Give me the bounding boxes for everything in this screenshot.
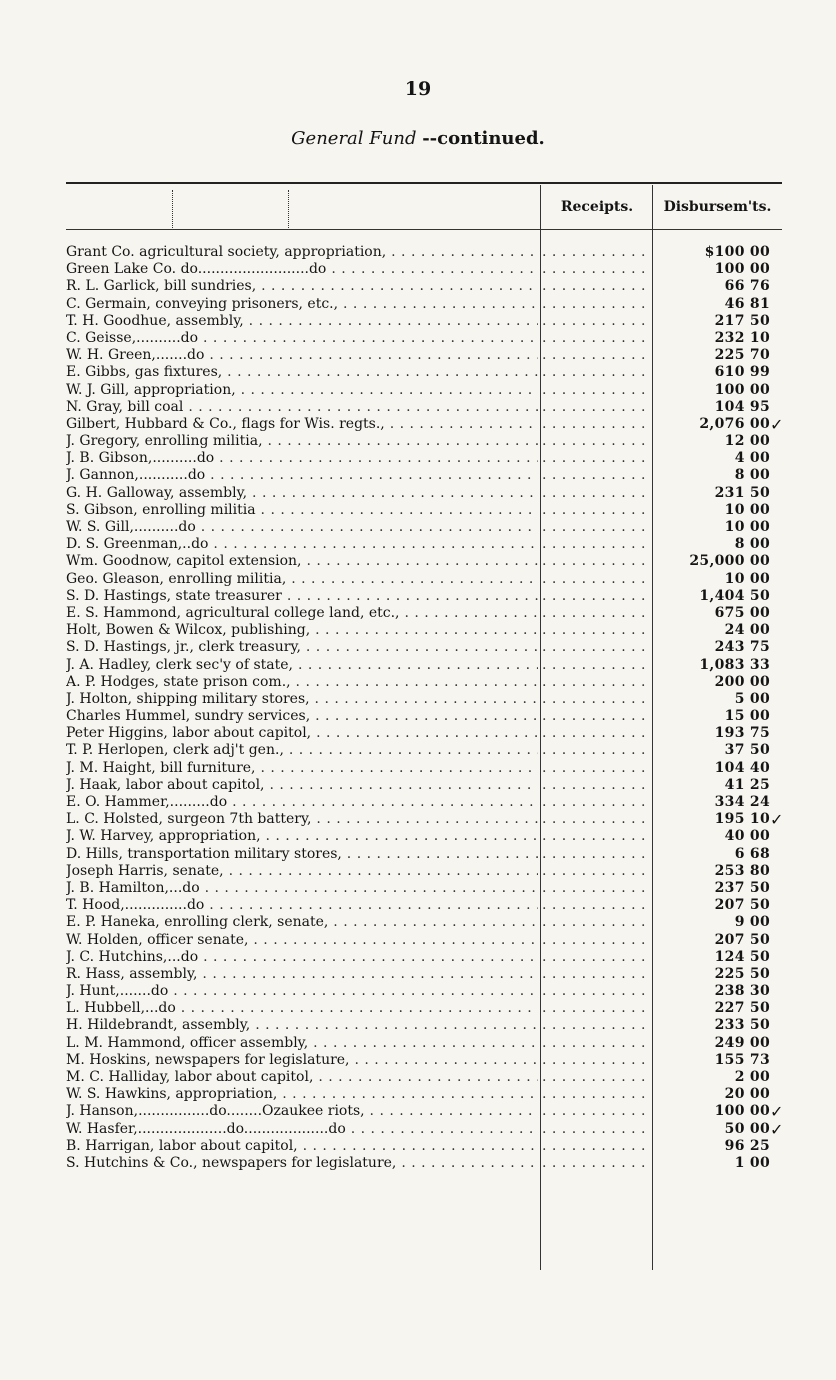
receipts-cell: [542, 828, 652, 845]
receipts-cell: [542, 399, 652, 416]
ledger-row: [66, 588, 782, 605]
ledger-row: [66, 433, 782, 450]
entry-description: D. S. Greenman,..do . . .: [66, 536, 538, 553]
ledger-row: [66, 364, 782, 381]
entry-description: W. J. Gill, appropriation, . . .: [66, 382, 538, 399]
check-mark-icon: ✓: [770, 810, 784, 830]
entry-description: W. S. Gill,..........do . . .: [66, 519, 538, 536]
receipts-cell: [542, 1155, 652, 1172]
receipts-cell: [542, 244, 652, 261]
ledger-row: [66, 485, 782, 502]
disbursement-amount: 155 73: [714, 1051, 770, 1068]
heading-fund-name: General Fund: [291, 128, 417, 149]
receipts-cell: [542, 708, 652, 725]
disbursement-amount: 10 00: [724, 501, 770, 518]
ledger-row: [66, 828, 782, 845]
receipts-cell: [542, 742, 652, 759]
disbursement-amount: 334 24: [714, 794, 770, 810]
entry-description: T. Hood,..............do . . .: [66, 897, 538, 914]
check-mark-icon: ✓: [770, 1102, 784, 1122]
disbursement-amount: 46 81: [724, 295, 770, 312]
disbursement-amount: 225 50: [714, 965, 770, 982]
receipts-cell: [542, 725, 652, 742]
receipts-cell: [542, 261, 652, 278]
disbursement-amount: 100 00: [714, 381, 770, 398]
disbursement-amount: 96 25: [724, 1137, 770, 1154]
ledger-row: [66, 674, 782, 691]
disbursement-amount: 10 00: [724, 570, 770, 587]
disbursement-amount: 12 00: [724, 433, 770, 450]
receipts-cell: [542, 553, 652, 570]
ledger-row: [66, 553, 782, 570]
receipts-column-header: Receipts.: [560, 199, 634, 215]
page-number: 19: [404, 78, 432, 100]
ledger-row: [66, 1017, 782, 1034]
disbursement-amount: 124 50: [714, 948, 770, 965]
ledger-row: [66, 914, 782, 931]
disbursement-amount: 50 00: [724, 1120, 770, 1137]
ledger-row: [66, 296, 782, 313]
check-mark-icon: ✓: [770, 1119, 784, 1139]
ledger-row: [66, 1086, 782, 1103]
ledger-row: [66, 519, 782, 536]
entry-description: Geo. Gleason, enrolling militia, . . .: [66, 571, 538, 588]
disbursement-amount: 193 75: [714, 725, 770, 742]
receipts-cell: [542, 1000, 652, 1017]
receipts-cell: [542, 691, 652, 708]
ledger-row: [66, 966, 782, 983]
receipts-cell: [542, 382, 652, 399]
header-stub-divider: [172, 190, 173, 230]
entry-description: E. P. Haneka, enrolling clerk, senate, . . .: [66, 914, 538, 931]
entry-description: W. H. Green,.......do . . .: [66, 347, 538, 364]
entry-description: L. M. Hammond, officer assembly, . . .: [66, 1035, 538, 1052]
receipts-cell: [542, 674, 652, 691]
disbursement-amount: 24 00: [724, 622, 770, 639]
disbursement-amount: 20 00: [724, 1086, 770, 1103]
entry-description: Charles Hummel, sundry services, . . .: [66, 708, 538, 725]
disbursement-amount: 1,404 50: [699, 587, 770, 604]
ledger-row: [66, 1052, 782, 1069]
receipts-cell: [542, 485, 652, 502]
ledger-row: [66, 347, 782, 364]
receipts-cell: [542, 278, 652, 295]
disbursement-amount: 104 95: [714, 398, 770, 415]
disbursement-amount: 195 10: [714, 811, 770, 828]
receipts-cell: [542, 588, 652, 605]
entry-description: L. C. Holsted, surgeon 7th battery, . . .: [66, 811, 538, 828]
ledger-row: [66, 622, 782, 639]
receipts-cell: [542, 450, 652, 467]
receipts-cell: [542, 811, 652, 828]
ledger-row: [66, 605, 782, 622]
ledger-row: [66, 777, 782, 794]
entry-description: Grant Co. agricultural society, appropriation, . . .: [66, 244, 538, 261]
receipts-cell: [542, 313, 652, 330]
receipts-cell: [542, 777, 652, 794]
ledger-row: [66, 1000, 782, 1017]
ledger-table: [66, 244, 782, 1172]
entry-description: J. A. Hadley, clerk sec'y of state, . . .: [66, 657, 538, 674]
disbursement-amount: 207 50: [714, 931, 770, 948]
entry-description: Wm. Goodnow, capitol extension, . . .: [66, 553, 538, 570]
receipts-cell: [542, 536, 652, 553]
entry-description: C. Germain, conveying prisoners, etc., . . .: [66, 296, 538, 313]
check-mark-icon: ✓: [770, 414, 784, 434]
entry-description: N. Gray, bill coal . . .: [66, 399, 538, 416]
entry-description: W. Hasfer,....................do...................do . . .: [66, 1121, 538, 1138]
receipts-cell: [542, 932, 652, 949]
ledger-row: [66, 897, 782, 914]
receipts-cell: [542, 1052, 652, 1069]
disbursement-amount: 253 80: [714, 862, 770, 879]
table-header-rule: [66, 229, 782, 230]
entry-description: M. C. Halliday, labor about capitol, . . .: [66, 1069, 538, 1086]
entry-description: J. W. Harvey, appropriation, . . .: [66, 828, 538, 845]
ledger-row: [66, 760, 782, 777]
disbursement-amount: 6 68: [734, 845, 770, 862]
entry-description: J. B. Gibson,..........do . . .: [66, 450, 538, 467]
disbursement-amount: 15 00: [724, 708, 770, 725]
entry-description: Green Lake Co. do.........................do . . .: [66, 261, 538, 278]
ledger-row: [66, 932, 782, 949]
disbursement-amount: 225 70: [714, 347, 770, 364]
entry-description: E. O. Hammer,.........do . . .: [66, 794, 538, 811]
receipts-cell: [542, 966, 652, 983]
ledger-row: [66, 1155, 782, 1172]
receipts-cell: [542, 330, 652, 347]
receipts-cell: [542, 605, 652, 622]
entry-description: Peter Higgins, labor about capitol, . . .: [66, 725, 538, 742]
entry-description: T. P. Herlopen, clerk adj't gen., . . .: [66, 742, 538, 759]
receipts-cell: [542, 502, 652, 519]
ledger-row: [66, 313, 782, 330]
ledger-row: [66, 794, 782, 811]
disbursement-amount: 207 50: [714, 897, 770, 914]
ledger-row: [66, 399, 782, 416]
entry-description: Holt, Bowen & Wilcox, publishing, . . .: [66, 622, 538, 639]
disbursement-amount: 232 10: [714, 329, 770, 346]
disbursement-amount: 100 00: [714, 261, 770, 278]
entry-description: S. D. Hastings, jr., clerk treasury, . . .: [66, 639, 538, 656]
receipts-cell: [542, 416, 652, 433]
entry-description: E. S. Hammond, agricultural college land, etc., . . .: [66, 605, 538, 622]
receipts-cell: [542, 1103, 652, 1120]
entry-description: S. Hutchins & Co., newspapers for legislature, . . .: [66, 1155, 538, 1172]
entry-description: R. Hass, assembly, . . .: [66, 966, 538, 983]
ledger-row: [66, 880, 782, 897]
disbursement-amount: 238 30: [714, 983, 770, 1000]
disbursement-amount: 2 00: [734, 1069, 770, 1085]
disbursement-amount: 100 00: [714, 1103, 770, 1120]
receipts-cell: [542, 639, 652, 656]
disbursement-amount: 25,000 00: [689, 553, 770, 570]
receipts-cell: [542, 760, 652, 777]
ledger-row: [66, 725, 782, 742]
disbursement-amount: 200 00: [714, 673, 770, 690]
ledger-row: [66, 416, 782, 433]
receipts-cell: [542, 880, 652, 897]
receipts-cell: [542, 1069, 652, 1086]
disbursement-amount: $100 00: [704, 244, 770, 260]
page-heading: [0, 128, 836, 149]
receipts-cell: [542, 1138, 652, 1155]
entry-description: J. M. Haight, bill furniture, . . .: [66, 760, 538, 777]
entry-description: J. Holton, shipping military stores, . . .: [66, 691, 538, 708]
header-stub-divider-2: [288, 190, 289, 230]
entry-description: L. Hubbell,...do . . .: [66, 1000, 538, 1017]
ledger-row: [66, 639, 782, 656]
entry-description: M. Hoskins, newspapers for legislature, . . .: [66, 1052, 538, 1069]
receipts-cell: [542, 519, 652, 536]
disbursement-amount: 675 00: [714, 604, 770, 621]
disbursement-amount: 5 00: [734, 690, 770, 707]
disbursement-amount: 237 50: [714, 879, 770, 896]
entry-description: T. H. Goodhue, assembly, . . .: [66, 313, 538, 330]
ledger-row: [66, 467, 782, 484]
disbursement-amount: 40 00: [724, 828, 770, 845]
disbursement-amount: 249 00: [714, 1034, 770, 1051]
ledger-row: [66, 811, 782, 828]
entry-description: W. Holden, officer senate, . . .: [66, 932, 538, 949]
disbursement-amount: 1 00: [734, 1154, 770, 1171]
ledger-row: [66, 691, 782, 708]
ledger-row: [66, 1069, 782, 1086]
ledger-row: [66, 244, 782, 261]
receipts-cell: [542, 296, 652, 313]
disbursement-amount: 9 00: [734, 914, 770, 931]
disbursement-amount: 104 40: [714, 759, 770, 776]
ledger-row: [66, 278, 782, 295]
entry-description: J. Haak, labor about capitol, . . .: [66, 777, 538, 794]
ledger-row: [66, 382, 782, 399]
receipts-cell: [542, 622, 652, 639]
receipts-cell: [542, 949, 652, 966]
entry-description: B. Harrigan, labor about capitol, . . .: [66, 1138, 538, 1155]
entry-description: A. P. Hodges, state prison com., . . .: [66, 674, 538, 691]
disbursement-amount: 217 50: [714, 312, 770, 329]
ledger-row: [66, 450, 782, 467]
receipts-cell: [542, 467, 652, 484]
table-top-rule: [66, 182, 782, 184]
ledger-row: [66, 1138, 782, 1155]
ledger-row: [66, 261, 782, 278]
entry-description: S. D. Hastings, state treasurer . . .: [66, 588, 538, 605]
receipts-cell: [542, 364, 652, 381]
entry-description: G. H. Galloway, assembly, . . .: [66, 485, 538, 502]
entry-description: J. B. Hamilton,...do . . .: [66, 880, 538, 897]
entry-description: Joseph Harris, senate, . . .: [66, 863, 538, 880]
disbursement-amount: 1,083 33: [699, 656, 770, 673]
disbursement-amount: 243 75: [714, 639, 770, 656]
ledger-row: [66, 983, 782, 1000]
disbursement-amount: 41 25: [724, 776, 770, 793]
disbursement-amount: 233 50: [714, 1017, 770, 1034]
ledger-row: [66, 742, 782, 759]
entry-description: Gilbert, Hubbard & Co., flags for Wis. regts., . . .: [66, 416, 538, 433]
disbursement-amount: 2,076 00: [699, 415, 770, 432]
receipts-cell: [542, 1086, 652, 1103]
entry-description: W. S. Hawkins, appropriation, . . .: [66, 1086, 538, 1103]
receipts-cell: [542, 863, 652, 880]
heading-continued: --continued.: [422, 128, 545, 149]
receipts-cell: [542, 914, 652, 931]
disbursement-amount: 8 00: [734, 536, 770, 553]
disbursement-amount: 610 99: [714, 364, 770, 381]
entry-description: D. Hills, transportation military stores, . . .: [66, 846, 538, 863]
receipts-cell: [542, 1121, 652, 1138]
entry-description: J. Gregory, enrolling militia, . . .: [66, 433, 538, 450]
receipts-cell: [542, 571, 652, 588]
disbursement-amount: 66 76: [724, 278, 770, 295]
entry-description: H. Hildebrandt, assembly, . . .: [66, 1017, 538, 1034]
receipts-cell: [542, 433, 652, 450]
disbursement-amount: 231 50: [714, 484, 770, 501]
receipts-cell: [542, 1035, 652, 1052]
ledger-row: [66, 1121, 782, 1138]
entry-description: J. Gannon,...........do . . .: [66, 467, 538, 484]
disbursement-amount: 227 50: [714, 1000, 770, 1017]
ledger-row: [66, 949, 782, 966]
entry-description: R. L. Garlick, bill sundries, . . .: [66, 278, 538, 295]
ledger-row: [66, 536, 782, 553]
ledger-row: [66, 846, 782, 863]
receipts-cell: [542, 1017, 652, 1034]
disbursements-column-header: Disbursem'ts.: [663, 199, 772, 215]
receipts-cell: [542, 897, 652, 914]
receipts-cell: [542, 983, 652, 1000]
disbursement-amount: 10 00: [724, 519, 770, 535]
ledger-row: [66, 330, 782, 347]
entry-description: E. Gibbs, gas fixtures, . . .: [66, 364, 538, 381]
ledger-row: [66, 708, 782, 725]
entry-description: C. Geisse,..........do . . .: [66, 330, 538, 347]
ledger-row: [66, 863, 782, 880]
disbursement-amount: 37 50: [724, 742, 770, 759]
receipts-cell: [542, 347, 652, 364]
disbursement-amount: 4 00: [734, 450, 770, 467]
ledger-row: [66, 502, 782, 519]
receipts-cell: [542, 794, 652, 811]
receipts-cell: [542, 846, 652, 863]
disbursement-amount: 8 00: [734, 467, 770, 484]
ledger-row: [66, 1103, 782, 1120]
ledger-row: [66, 571, 782, 588]
entry-description: J. Hanson,................do........Ozaukee riots, . . .: [66, 1103, 538, 1120]
receipts-cell: [542, 657, 652, 674]
entry-description: J. Hunt,.......do . . .: [66, 983, 538, 1000]
ledger-row: [66, 1035, 782, 1052]
ledger-row: [66, 657, 782, 674]
entry-description: S. Gibson, enrolling militia . . .: [66, 502, 538, 519]
entry-description: J. C. Hutchins,...do . . .: [66, 949, 538, 966]
